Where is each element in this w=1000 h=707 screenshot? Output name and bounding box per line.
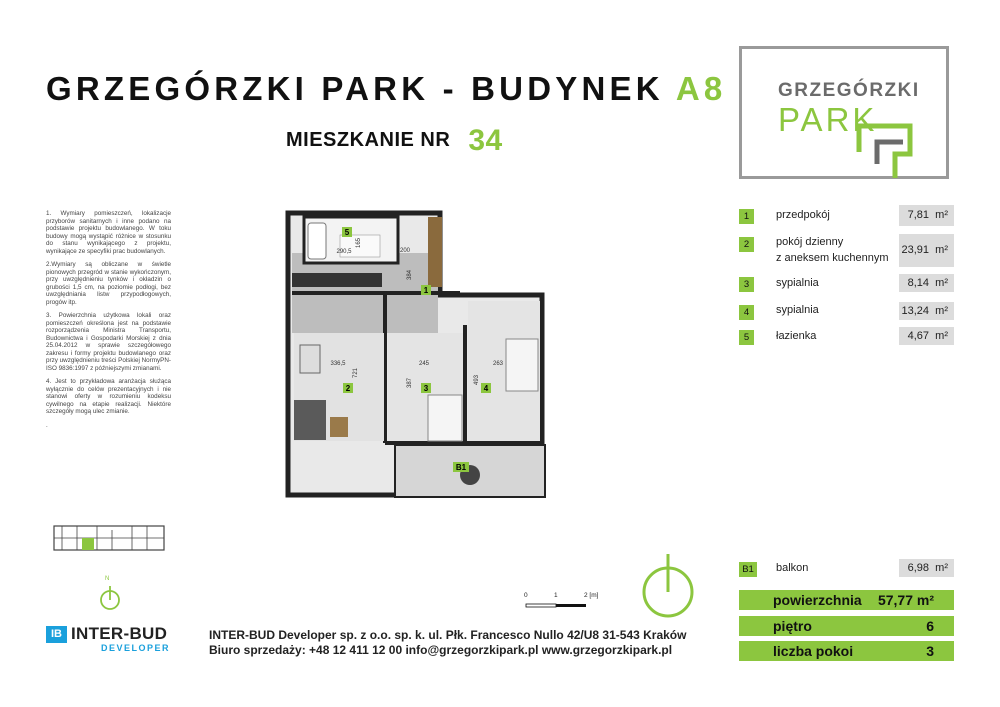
- plan-dim-493: 493: [474, 374, 480, 386]
- building-code: A8: [675, 70, 727, 107]
- building-key-plan: [52, 520, 167, 555]
- plan-label-5: 5: [344, 228, 350, 237]
- plan-dim-263: 263: [492, 361, 504, 367]
- plan-dining-table: [300, 345, 320, 373]
- room-5-name: łazienka: [776, 330, 817, 342]
- page-title: [46, 70, 726, 108]
- plan-dim-165: 165: [356, 237, 362, 249]
- scale-tick-2: 2 [m]: [584, 592, 599, 599]
- plan-dim-384: 384: [407, 269, 413, 281]
- logo-text-top: GRZEGÓRZKI: [778, 80, 920, 101]
- room-2-number: 2: [739, 237, 754, 252]
- title-main: GRZEGÓRZKI PARK - BUDYNEK: [46, 70, 664, 107]
- north-small-label: N: [105, 576, 110, 582]
- plan-closet: [428, 217, 442, 287]
- summary-floor-label: piętro: [773, 618, 812, 634]
- summary-floor-value: 6: [926, 618, 934, 634]
- summary-area: [739, 590, 954, 610]
- plan-label-b1: B1: [455, 463, 467, 472]
- key-plan-highlight: [82, 538, 94, 550]
- plan-dim-200: 200: [399, 248, 411, 254]
- room-5-area: 4,67 m²: [899, 327, 954, 345]
- logo-text-park: PARK: [778, 101, 878, 138]
- footer-contact: Biuro sprzedaży: +48 12 411 12 00 info@grzegorzkipark.pl www.grzegorzkipark.pl: [209, 643, 673, 657]
- plan-dim-245: 245: [418, 361, 430, 367]
- plan-label-3: 3: [423, 384, 429, 393]
- room-1-area: 7,81 m²: [899, 205, 954, 226]
- plan-kitchen-counter: [292, 273, 382, 287]
- room-2-name-line2: z aneksem kuchennym: [776, 252, 889, 264]
- room-4-number: 4: [739, 305, 754, 320]
- room-3-number: 3: [739, 277, 754, 292]
- apartment-heading: [286, 120, 503, 157]
- plan-bathtub: [308, 223, 326, 259]
- room-1-number: 1: [739, 209, 754, 224]
- room-1-name: przedpokój: [776, 209, 830, 221]
- plan-bed-4: [506, 339, 538, 391]
- scale-tick-1: 1: [554, 592, 558, 599]
- balcony-name: balkon: [776, 562, 809, 574]
- summary-rooms-label: liczba pokoi: [773, 643, 854, 659]
- north-small-icon: [98, 582, 122, 612]
- apartment-label: MIESZKANIE NR: [286, 129, 451, 151]
- plan-sofa: [294, 400, 326, 440]
- room-5-number: 5: [739, 330, 754, 345]
- scale-tick-0: 0: [524, 592, 528, 599]
- apartment-number: 34: [468, 124, 503, 157]
- balcony-number: B1: [739, 562, 757, 577]
- room-4-name: sypialnia: [776, 304, 819, 316]
- summary-rooms-value: 3: [926, 643, 934, 659]
- plan-label-2: 2: [345, 384, 351, 393]
- balcony-area: 6,98 m²: [899, 559, 954, 577]
- summary-area-value: 57,77 m²: [877, 592, 934, 608]
- plan-bed-3: [428, 395, 462, 441]
- summary-floor: [739, 616, 954, 636]
- plan-dim-721: 721: [353, 367, 359, 379]
- room-2-area: 23,91 m²: [899, 234, 954, 267]
- brand-name: INTER-BUD: [71, 624, 168, 643]
- room-3-area: 8,14 m²: [899, 274, 954, 292]
- note-4: 4. Jest to przykładowa aranżacja służąca wyłącznie do celów prezentacyjnych i nie stanowi oferty w rozumieniu kodeksu cywilnego na etapie realizacji. Niektóre szczegóły mogą ulec zmianie.: [46, 378, 171, 415]
- room-3-name: sypialnia: [776, 277, 819, 289]
- plan-dim-336: 336,5: [330, 361, 346, 367]
- note-3: 3. Powierzchnia użytkowa lokali oraz pomieszczeń określona jest na podstawie rozporządzenia Ministra Transportu, Budownictwa i Gospodarki Morskiej z dnia 25.04.2012 w sprawie szczegółowego zakresu i formy projektu budowlanego oraz przy uwzględnieniu treści Polskiej NormyPN-ISO 9836:1997 z późniejszymi zmianami.: [46, 312, 171, 372]
- floor-plan: [280, 205, 550, 500]
- plan-dim-387: 387: [407, 377, 413, 389]
- room-4-area: 13,24 m²: [899, 302, 954, 320]
- plan-label-1: 1: [423, 286, 429, 295]
- logo-mark-icon: [855, 106, 925, 184]
- note-trailing: .: [46, 421, 48, 429]
- summary-area-label: powierzchnia: [773, 592, 862, 608]
- summary-rooms: [739, 641, 954, 661]
- footer-address: INTER-BUD Developer sp. z o.o. sp. k. ul. Płk. Francesco Nullo 42/U8 31-543 Kraków: [209, 628, 687, 642]
- note-1: 1. Wymiary pomieszczeń, lokalizacje przyborów sanitarnych i inne podano na podstawie projektu budowlanego. W toku budowy mogą wystąpić różnice w stosunku do stanu wynikającego z projektu, wynikające ze specyfiki prac budowlanych.: [46, 210, 171, 255]
- notes-block: [46, 210, 171, 435]
- room-2-name: pokój dzienny: [776, 236, 844, 248]
- plan-dim-290: 290,5: [336, 249, 352, 255]
- plan-label-4: 4: [483, 384, 489, 393]
- note-2: 2.Wymiary są obliczane w świetle pionowych przegród w stanie wykończonym, przy uwzględnieniu tynków i okładzin o grubości 1,5 cm, na poziomie podłogi, bez uwzględniania listw przypodłogowych, progów itp.: [46, 261, 171, 306]
- scale-bar: [520, 598, 600, 610]
- brand-ib-icon: IB: [46, 626, 67, 643]
- brand-sub: DEVELOPER: [101, 643, 171, 653]
- compass-icon: [640, 548, 696, 620]
- plan-coffee-table: [330, 417, 348, 437]
